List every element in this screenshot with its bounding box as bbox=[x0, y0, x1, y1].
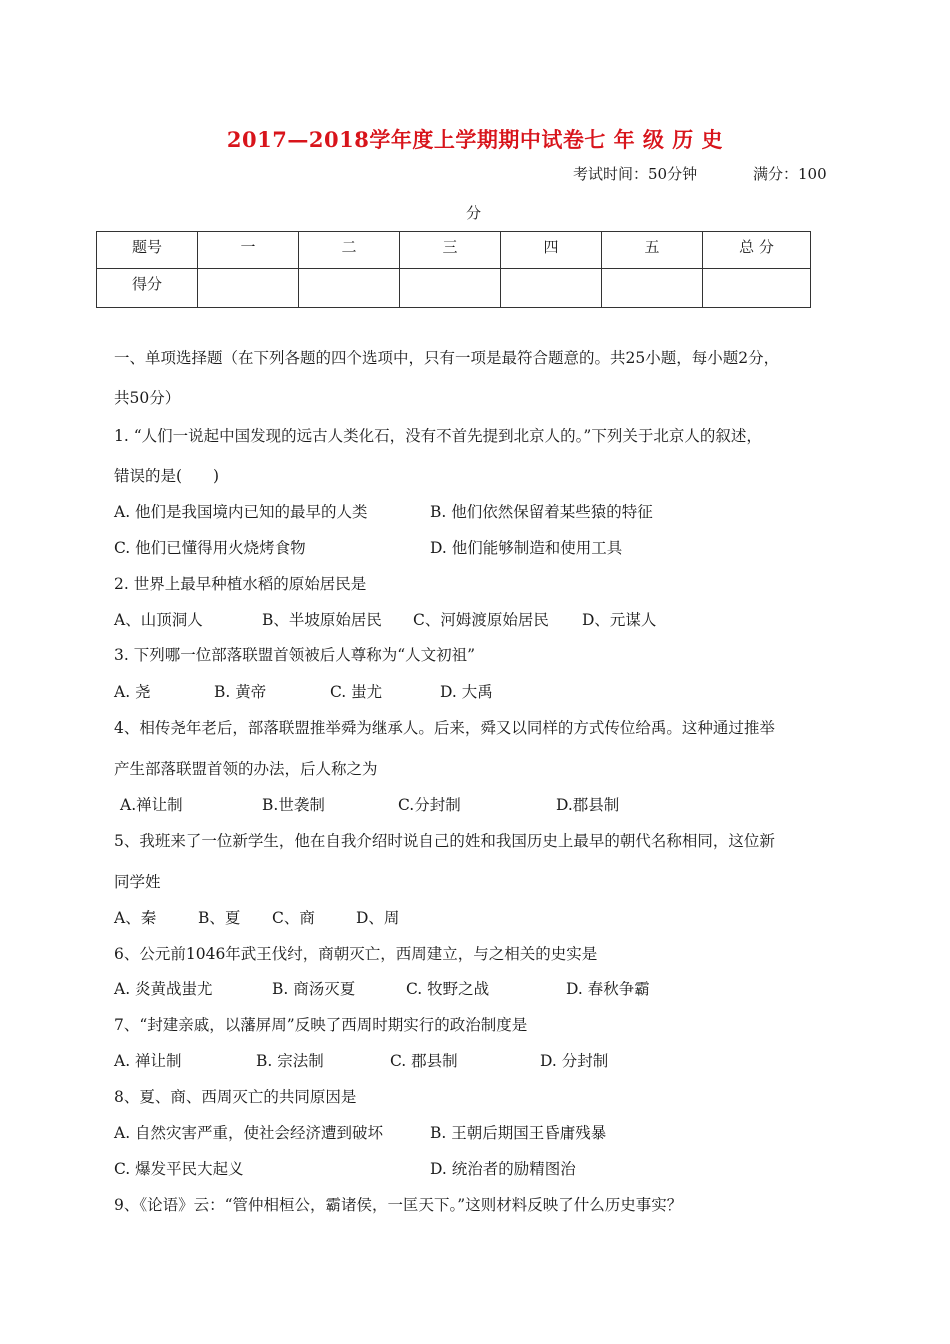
question-text: 错误的是( ) bbox=[114, 467, 220, 485]
option: A. 禅让制 bbox=[114, 1052, 182, 1070]
exam-title: 2017—2018学年度上学期期中试卷七 年 级 历 史 bbox=[226, 127, 724, 152]
question-text: 4、相传尧年老后，部落联盟推举舜为继承人。后来，舜又以同样的方式传位给禹。这种通过推举 bbox=[114, 719, 775, 737]
question-text: 5、我班来了一位新学生，他在自我介绍时说自己的姓和我国历史上最早的朝代名称相同，这位新 bbox=[114, 832, 775, 850]
score-table-header: 总 分 bbox=[703, 232, 811, 269]
option: A、山顶洞人 bbox=[114, 611, 203, 629]
option: C. 郡县制 bbox=[390, 1052, 458, 1070]
option: B. 他们依然保留着某些猿的特征 bbox=[430, 503, 653, 521]
option: C. 他们已懂得用火烧烤食物 bbox=[114, 539, 306, 557]
score-table-header: 三 bbox=[400, 232, 501, 269]
option: C. 蚩尤 bbox=[330, 683, 383, 701]
option: C. 爆发平民大起义 bbox=[114, 1160, 244, 1178]
option: D、元谋人 bbox=[582, 611, 657, 629]
option: A、秦 bbox=[114, 909, 157, 927]
score-table-header: 一 bbox=[198, 232, 299, 269]
option: B. 王朝后期国王昏庸残暴 bbox=[430, 1124, 607, 1142]
option: A. 尧 bbox=[114, 683, 151, 701]
option: D. 大禹 bbox=[440, 683, 493, 701]
question-text: 2. 世界上最早种植水稻的原始居民是 bbox=[114, 575, 367, 593]
score-table-header: 题号 bbox=[97, 232, 198, 269]
option: C、河姆渡原始居民 bbox=[413, 611, 549, 629]
score-cell[interactable] bbox=[198, 269, 299, 308]
option: D.郡县制 bbox=[556, 796, 620, 814]
score-table-row bbox=[97, 269, 811, 308]
option: B、夏 bbox=[198, 909, 241, 927]
option: B. 黄帝 bbox=[214, 683, 267, 701]
section-intro: 一、单项选择题（在下列各题的四个选项中，只有一项是最符合题意的。共25小题，每小题2分， bbox=[114, 349, 780, 367]
option: B. 商汤灭夏 bbox=[272, 980, 356, 998]
option: D. 统治者的励精图治 bbox=[430, 1160, 576, 1178]
score-table-header: 五 bbox=[602, 232, 703, 269]
score-cell[interactable] bbox=[299, 269, 400, 308]
question-text: 6、公元前1046年武王伐纣，商朝灭亡，西周建立，与之相关的史实是 bbox=[114, 945, 598, 963]
option: D、周 bbox=[356, 909, 400, 927]
exam-time: 考试时间：50分钟 bbox=[573, 165, 698, 183]
score-table-header-row bbox=[97, 232, 811, 269]
option: D. 春秋争霸 bbox=[566, 980, 650, 998]
score-row-label: 得分 bbox=[97, 269, 198, 308]
option: C、商 bbox=[272, 909, 315, 927]
question-text: 产生部落联盟首领的办法，后人称之为 bbox=[114, 760, 378, 778]
option: A. 炎黄战蚩尤 bbox=[114, 980, 213, 998]
option: B. 宗法制 bbox=[256, 1052, 324, 1070]
option: C. 牧野之战 bbox=[406, 980, 490, 998]
section-intro: 共50分） bbox=[114, 389, 181, 407]
option: A. 自然灾害严重，使社会经济遭到破坏 bbox=[114, 1124, 384, 1142]
question-text: 8、夏、商、西周灭亡的共同原因是 bbox=[114, 1088, 357, 1106]
option: A.禅让制 bbox=[120, 796, 183, 814]
option: B、半坡原始居民 bbox=[262, 611, 382, 629]
question-text: 3. 下列哪一位部落联盟首领被后人尊称为“人文初祖” bbox=[114, 646, 476, 664]
option: A. 他们是我国境内已知的最早的人类 bbox=[114, 503, 368, 521]
option: C.分封制 bbox=[398, 796, 461, 814]
score-cell[interactable] bbox=[602, 269, 703, 308]
option: B.世袭制 bbox=[262, 796, 325, 814]
question-text: 9、《论语》云：“管仲相桓公，霸诸侯，一匡天下。”这则材料反映了什么历史事实？ bbox=[114, 1196, 683, 1214]
question-text: 同学姓 bbox=[114, 873, 161, 891]
option: D. 分封制 bbox=[540, 1052, 609, 1070]
score-cell[interactable] bbox=[703, 269, 811, 308]
score-cell[interactable] bbox=[400, 269, 501, 308]
full-score: 满分：100 bbox=[753, 165, 827, 183]
score-table-header: 四 bbox=[501, 232, 602, 269]
option: D. 他们能够制造和使用工具 bbox=[430, 539, 623, 557]
score-table-header: 二 bbox=[299, 232, 400, 269]
score-cell[interactable] bbox=[501, 269, 602, 308]
question-text: 1. “人们一说起中国发现的远古人类化石，没有不首先提到北京人的。”下列关于北京人的叙述， bbox=[114, 427, 762, 445]
score-table bbox=[96, 231, 811, 308]
question-text: 7、“封建亲戚，以藩屏周”反映了西周时期实行的政治制度是 bbox=[114, 1016, 528, 1034]
full-score-unit: 分 bbox=[466, 204, 482, 222]
